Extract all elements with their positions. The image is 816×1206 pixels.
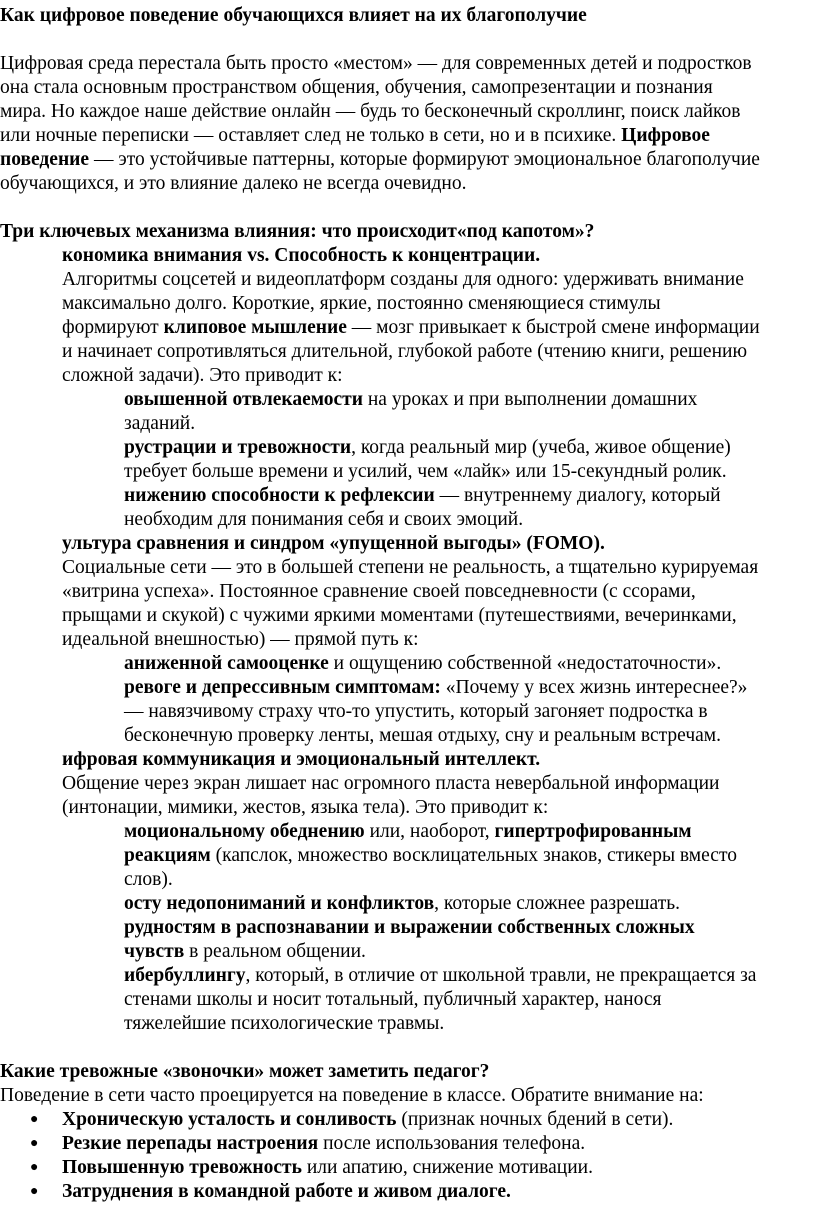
mechanism-1-item: овышенной отвлекаемости на уроках и при выполнении домашних bbox=[124, 389, 698, 410]
mechanism-2-heading: ультура сравнения и синдром «упущенной выгоды» (FOMO). bbox=[62, 533, 605, 554]
signal-item: Повышенную тревожность или апатию, снижение мотивации. bbox=[62, 1157, 593, 1178]
signal-item: Затруднения в командной работе и живом диалоге. bbox=[62, 1181, 511, 1202]
mechanism-2-text: Социальные сети — это в большей степени не реальность, а тщательно курируемая bbox=[62, 557, 759, 578]
mechanism-3-item: тяжелейшие психологические травмы. bbox=[124, 1013, 445, 1034]
intro-line: или ночные переписки — оставляет след не только в сети, но и в психике. Цифровое bbox=[0, 125, 710, 146]
mechanism-3-item: рудностям в распознавании и выражении собственных сложных bbox=[124, 917, 695, 938]
mechanism-2-item: — навязчивому страху что-то упустить, который загоняет подростка в bbox=[124, 701, 708, 722]
intro-line: обучающихся, и это влияние далеко не всегда очевидно. bbox=[0, 173, 467, 194]
intro-line: она стала основным пространством общения, обучения, самопрезентации и познания bbox=[0, 77, 713, 98]
bullet-icon: ● bbox=[30, 1184, 39, 1199]
mechanism-3-item: моциональному обеднению или, наоборот, гипертрофированным bbox=[124, 821, 692, 842]
mechanisms-heading: Три ключевых механизма влияния: что происходит«под капотом»? bbox=[0, 221, 595, 242]
mechanism-1-item: заданий. bbox=[124, 413, 196, 434]
mechanism-1-heading: кономика внимания vs. Способность к концентрации. bbox=[62, 245, 541, 266]
mechanism-3-item: реакциям (капслок, множество восклицательных знаков, стикеры вместо bbox=[124, 845, 737, 866]
document-title: Как цифровое поведение обучающихся влияет на их благополучие bbox=[0, 5, 587, 26]
mechanism-3-heading: ифровая коммуникация и эмоциональный интеллект. bbox=[62, 749, 541, 770]
bullet-icon: ● bbox=[30, 1136, 39, 1151]
mechanism-3-item: осту недопониманий и конфликтов, которые сложнее разрешать. bbox=[124, 893, 680, 914]
mechanism-3-item: стенами школы и носит тотальный, публичный характер, нанося bbox=[124, 989, 662, 1010]
mechanism-1-text: Алгоритмы соцсетей и видеоплатформ созданы для одного: удерживать внимание bbox=[62, 269, 744, 290]
mechanism-3-item: слов). bbox=[124, 869, 173, 890]
mechanism-3-item: чувств в реальном общении. bbox=[124, 941, 366, 962]
mechanism-2-text: прыщами и скукой) с чужими яркими моментами (путешествиями, вечеринками, bbox=[62, 605, 737, 626]
mechanism-2-item: бесконечную проверку ленты, мешая отдыху, сну и реальным встречам. bbox=[124, 725, 722, 746]
signals-intro: Поведение в сети часто проецируется на поведение в классе. Обратите внимание на: bbox=[0, 1085, 704, 1106]
mechanism-2-text: «витрина успеха». Постоянное сравнение своей повседневности (с ссорами, bbox=[62, 581, 696, 602]
intro-line: Цифровая среда перестала быть просто «местом» — для современных детей и подростков bbox=[0, 53, 752, 74]
mechanism-1-item: необходим для понимания себя и своих эмоций. bbox=[124, 509, 524, 530]
mechanism-1-item: рустрации и тревожности, когда реальный мир (учеба, живое общение) bbox=[124, 437, 731, 458]
intro-line: поведение — это устойчивые паттерны, которые формируют эмоциональное благополучие bbox=[0, 149, 760, 170]
mechanism-1-text: сложной задачи). Это приводит к: bbox=[62, 365, 343, 386]
signal-item: Хроническую усталость и сонливость (признак ночных бдений в сети). bbox=[62, 1109, 674, 1130]
mechanism-1-text: максимально долго. Короткие, яркие, постоянно сменяющиеся стимулы bbox=[62, 293, 661, 314]
mechanism-3-item: ибербуллингу, который, в отличие от школьной травли, не прекращается за bbox=[124, 965, 757, 986]
bullet-icon: ● bbox=[30, 1112, 39, 1127]
mechanism-1-item: нижению способности к рефлексии — внутреннему диалогу, который bbox=[124, 485, 721, 506]
mechanism-1-text: и начинает сопротивляться длительной, глубокой работе (чтению книги, решению bbox=[62, 341, 748, 362]
signal-item: Резкие перепады настроения после использования телефона. bbox=[62, 1133, 586, 1154]
mechanism-2-item: аниженной самооценке и ощущению собственной «недостаточности». bbox=[124, 653, 722, 674]
mechanism-3-text: (интонации, мимики, жестов, языка тела). Это приводит к: bbox=[62, 797, 549, 818]
signals-heading: Какие тревожные «звоночки» может заметить педагог? bbox=[0, 1061, 490, 1082]
bullet-icon: ● bbox=[30, 1160, 39, 1175]
mechanism-2-text: идеальной внешностью) — прямой путь к: bbox=[62, 629, 419, 650]
mechanism-1-item: требует больше времени и усилий, чем «лайк» или 15-секундный ролик. bbox=[124, 461, 727, 482]
mechanism-3-text: Общение через экран лишает нас огромного пласта невербальной информации bbox=[62, 773, 720, 794]
mechanism-1-text: формируют клиповое мышление — мозг привыкает к быстрой смене информации bbox=[62, 317, 760, 338]
intro-line: мира. Но каждое наше действие онлайн — будь то бесконечный скроллинг, поиск лайков bbox=[0, 101, 741, 122]
mechanism-2-item: ревоге и депрессивным симптомам: «Почему у всех жизнь интереснее?» bbox=[124, 677, 748, 698]
